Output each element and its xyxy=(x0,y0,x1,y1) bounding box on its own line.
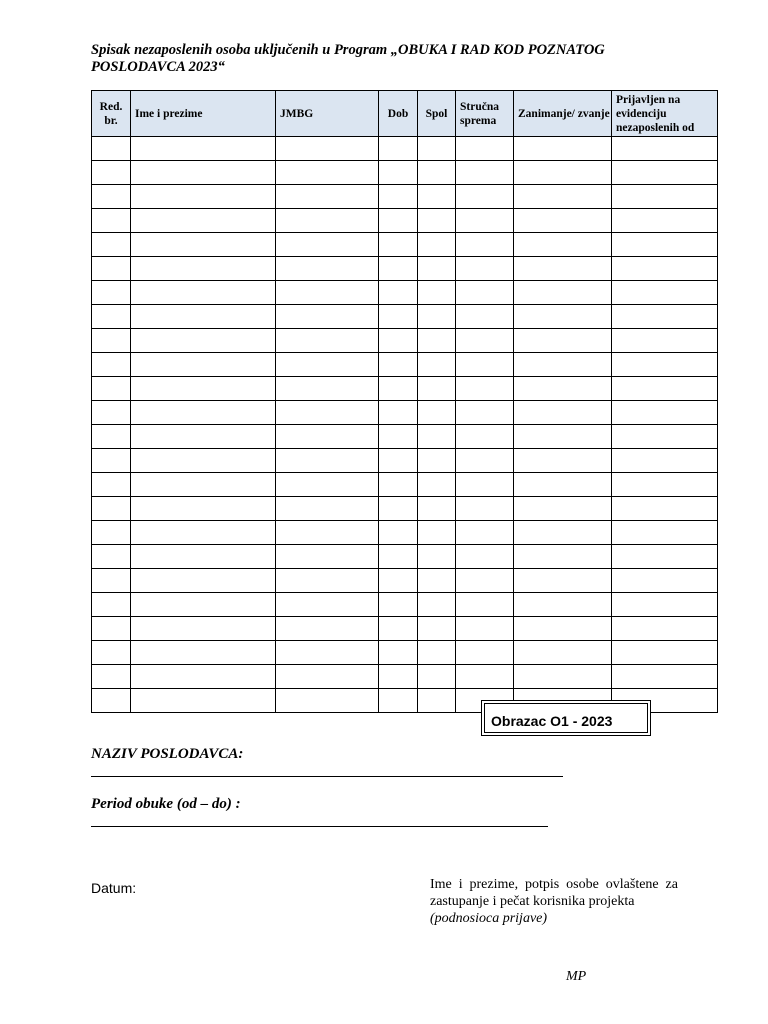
table-cell[interactable] xyxy=(276,569,379,593)
table-cell[interactable] xyxy=(514,377,612,401)
table-cell[interactable] xyxy=(92,641,131,665)
table-cell[interactable] xyxy=(276,497,379,521)
table-cell[interactable] xyxy=(514,617,612,641)
col-header-red-br: Red. br. xyxy=(92,91,131,137)
table-cell[interactable] xyxy=(456,185,514,209)
table-cell[interactable] xyxy=(456,425,514,449)
table-cell[interactable] xyxy=(92,473,131,497)
table-cell[interactable] xyxy=(131,425,276,449)
table-cell[interactable] xyxy=(612,665,718,689)
table-row xyxy=(92,401,718,425)
table-cell[interactable] xyxy=(276,425,379,449)
table-cell[interactable] xyxy=(92,521,131,545)
table-cell[interactable] xyxy=(131,473,276,497)
table-cell[interactable] xyxy=(131,449,276,473)
table-cell[interactable] xyxy=(612,185,718,209)
table-cell[interactable] xyxy=(514,353,612,377)
table-cell[interactable] xyxy=(514,305,612,329)
table-cell[interactable] xyxy=(92,617,131,641)
col-header-jmbg: JMBG xyxy=(276,91,379,137)
table-cell[interactable] xyxy=(92,593,131,617)
table-cell[interactable] xyxy=(276,617,379,641)
participants-table xyxy=(91,90,718,713)
table-cell[interactable] xyxy=(92,545,131,569)
table-row xyxy=(92,209,718,233)
table-cell[interactable] xyxy=(131,497,276,521)
table-cell[interactable] xyxy=(92,689,131,713)
table-cell[interactable] xyxy=(379,209,418,233)
table-cell[interactable] xyxy=(456,305,514,329)
table-cell[interactable] xyxy=(131,545,276,569)
table-cell[interactable] xyxy=(612,569,718,593)
table-cell[interactable] xyxy=(92,401,131,425)
table-cell[interactable] xyxy=(612,401,718,425)
table-cell[interactable] xyxy=(379,425,418,449)
table-cell[interactable] xyxy=(131,689,276,713)
table-cell[interactable] xyxy=(514,665,612,689)
table-cell[interactable] xyxy=(379,377,418,401)
table-cell[interactable] xyxy=(379,161,418,185)
table-row xyxy=(92,521,718,545)
table-cell[interactable] xyxy=(92,665,131,689)
table-row xyxy=(92,497,718,521)
table-cell[interactable] xyxy=(418,305,456,329)
table-cell[interactable] xyxy=(456,281,514,305)
table-cell[interactable] xyxy=(92,425,131,449)
table-cell[interactable] xyxy=(612,641,718,665)
table-cell[interactable] xyxy=(131,209,276,233)
table-cell[interactable] xyxy=(418,401,456,425)
table-cell[interactable] xyxy=(379,497,418,521)
table-cell[interactable] xyxy=(276,521,379,545)
table-cell[interactable] xyxy=(276,233,379,257)
table-cell[interactable] xyxy=(456,377,514,401)
table-cell[interactable] xyxy=(514,209,612,233)
table-cell[interactable] xyxy=(456,665,514,689)
table-cell[interactable] xyxy=(456,473,514,497)
table-cell[interactable] xyxy=(92,377,131,401)
table-cell[interactable] xyxy=(514,521,612,545)
table-cell[interactable] xyxy=(612,233,718,257)
table-cell[interactable] xyxy=(612,521,718,545)
table-cell[interactable] xyxy=(131,161,276,185)
table-cell[interactable] xyxy=(418,209,456,233)
table-cell[interactable] xyxy=(514,593,612,617)
title-line-2: POSLODAVCA 2023“ xyxy=(91,59,225,75)
table-cell[interactable] xyxy=(418,689,456,713)
table-row xyxy=(92,329,718,353)
training-period-line[interactable] xyxy=(91,826,548,827)
table-cell[interactable] xyxy=(379,401,418,425)
table-cell[interactable] xyxy=(456,329,514,353)
table-cell[interactable] xyxy=(456,257,514,281)
table-body xyxy=(92,137,718,713)
table-cell[interactable] xyxy=(92,569,131,593)
table-cell[interactable] xyxy=(379,473,418,497)
table-cell[interactable] xyxy=(418,593,456,617)
table-cell[interactable] xyxy=(379,185,418,209)
employer-name-label: NAZIV POSLODAVCA: xyxy=(91,746,244,762)
table-cell[interactable] xyxy=(92,185,131,209)
table-cell[interactable] xyxy=(612,257,718,281)
table-cell[interactable] xyxy=(276,545,379,569)
table-cell[interactable] xyxy=(131,593,276,617)
table-cell[interactable] xyxy=(418,161,456,185)
table-cell[interactable] xyxy=(612,545,718,569)
document-title xyxy=(91,42,651,76)
table-cell[interactable] xyxy=(131,185,276,209)
table-cell[interactable] xyxy=(612,281,718,305)
table-cell[interactable] xyxy=(514,569,612,593)
table-cell[interactable] xyxy=(456,233,514,257)
table-cell[interactable] xyxy=(131,569,276,593)
table-cell[interactable] xyxy=(276,689,379,713)
table-cell[interactable] xyxy=(131,305,276,329)
col-header-prijavljen: Prijavljen na evidenciju nezaposlenih od xyxy=(612,91,718,137)
table-row xyxy=(92,185,718,209)
table-cell[interactable] xyxy=(514,281,612,305)
table-cell[interactable] xyxy=(418,233,456,257)
table-cell[interactable] xyxy=(456,161,514,185)
table-cell[interactable] xyxy=(418,617,456,641)
table-cell[interactable] xyxy=(418,521,456,545)
table-row xyxy=(92,449,718,473)
table-cell[interactable] xyxy=(456,569,514,593)
table-cell[interactable] xyxy=(276,377,379,401)
table-cell[interactable] xyxy=(276,329,379,353)
table-cell[interactable] xyxy=(612,137,718,161)
table-cell[interactable] xyxy=(379,617,418,641)
table-row xyxy=(92,377,718,401)
table-cell[interactable] xyxy=(276,185,379,209)
table-cell[interactable] xyxy=(131,353,276,377)
table-cell[interactable] xyxy=(456,617,514,641)
table-cell[interactable] xyxy=(92,449,131,473)
table-cell[interactable] xyxy=(456,593,514,617)
table-cell[interactable] xyxy=(379,137,418,161)
table-row xyxy=(92,665,718,689)
table-cell[interactable] xyxy=(418,569,456,593)
table-row xyxy=(92,137,718,161)
table-cell[interactable] xyxy=(92,497,131,521)
table-cell[interactable] xyxy=(379,449,418,473)
table-cell[interactable] xyxy=(456,209,514,233)
table-cell[interactable] xyxy=(92,281,131,305)
table-cell[interactable] xyxy=(612,593,718,617)
table-cell[interactable] xyxy=(131,377,276,401)
table-cell[interactable] xyxy=(379,593,418,617)
table-cell[interactable] xyxy=(276,353,379,377)
table-row xyxy=(92,641,718,665)
table-cell[interactable] xyxy=(131,281,276,305)
table-row xyxy=(92,425,718,449)
table-cell[interactable] xyxy=(131,665,276,689)
table-cell[interactable] xyxy=(379,353,418,377)
table-cell[interactable] xyxy=(276,281,379,305)
table-cell[interactable] xyxy=(612,377,718,401)
table-cell[interactable] xyxy=(418,281,456,305)
table-cell[interactable] xyxy=(92,233,131,257)
table-row xyxy=(92,233,718,257)
col-header-zanimanje: Zanimanje/ zvanje xyxy=(514,91,612,137)
table-cell[interactable] xyxy=(276,257,379,281)
table-cell[interactable] xyxy=(131,617,276,641)
training-period-label: Period obuke (od – do) : xyxy=(91,796,241,812)
table-cell[interactable] xyxy=(131,329,276,353)
date-label: Datum: xyxy=(91,880,137,896)
table-cell[interactable] xyxy=(92,305,131,329)
table-cell[interactable] xyxy=(418,473,456,497)
signature-text: Ime i prezime, potpis osobe ovlaštene za zastupanje i pečat korisnika projekta xyxy=(430,877,678,909)
table-cell[interactable] xyxy=(418,665,456,689)
table-row xyxy=(92,353,718,377)
table-cell[interactable] xyxy=(514,161,612,185)
table-cell[interactable] xyxy=(514,185,612,209)
table-row xyxy=(92,281,718,305)
table-cell[interactable] xyxy=(379,281,418,305)
table-cell[interactable] xyxy=(379,233,418,257)
table-cell[interactable] xyxy=(612,305,718,329)
signature-block xyxy=(430,876,678,927)
table-cell[interactable] xyxy=(418,449,456,473)
table-row xyxy=(92,593,718,617)
table-cell[interactable] xyxy=(514,401,612,425)
form-code-box xyxy=(481,700,651,736)
table-cell[interactable] xyxy=(418,641,456,665)
table-cell[interactable] xyxy=(612,353,718,377)
table-cell[interactable] xyxy=(456,449,514,473)
table-cell[interactable] xyxy=(379,569,418,593)
table-row xyxy=(92,545,718,569)
table-cell[interactable] xyxy=(276,401,379,425)
table-cell[interactable] xyxy=(379,521,418,545)
table-cell[interactable] xyxy=(456,401,514,425)
table-cell[interactable] xyxy=(514,497,612,521)
table-cell[interactable] xyxy=(276,641,379,665)
table-cell[interactable] xyxy=(514,545,612,569)
table-cell[interactable] xyxy=(379,545,418,569)
table-cell[interactable] xyxy=(276,593,379,617)
table-cell[interactable] xyxy=(92,353,131,377)
col-header-dob: Dob xyxy=(379,91,418,137)
table-cell[interactable] xyxy=(131,401,276,425)
table-cell[interactable] xyxy=(92,209,131,233)
table-cell[interactable] xyxy=(456,545,514,569)
title-line-1: Spisak nezaposlenih osoba uključenih u Program „OBUKA I RAD KOD POZNATOG xyxy=(91,42,605,58)
table-cell[interactable] xyxy=(514,233,612,257)
table-cell[interactable] xyxy=(418,137,456,161)
table-cell[interactable] xyxy=(514,449,612,473)
table-cell[interactable] xyxy=(379,665,418,689)
table-row xyxy=(92,257,718,281)
table-cell[interactable] xyxy=(456,521,514,545)
table-cell[interactable] xyxy=(379,305,418,329)
table-cell[interactable] xyxy=(131,257,276,281)
table-cell[interactable] xyxy=(612,473,718,497)
table-cell[interactable] xyxy=(514,473,612,497)
table-cell[interactable] xyxy=(276,665,379,689)
table-row xyxy=(92,617,718,641)
table-cell[interactable] xyxy=(418,329,456,353)
table-cell[interactable] xyxy=(276,209,379,233)
table-cell[interactable] xyxy=(276,305,379,329)
table-cell[interactable] xyxy=(514,641,612,665)
table-cell[interactable] xyxy=(131,137,276,161)
table-cell[interactable] xyxy=(612,209,718,233)
table-cell[interactable] xyxy=(131,233,276,257)
table-cell[interactable] xyxy=(276,449,379,473)
table-cell[interactable] xyxy=(612,449,718,473)
table-cell[interactable] xyxy=(456,353,514,377)
table-cell[interactable] xyxy=(418,185,456,209)
table-cell[interactable] xyxy=(276,161,379,185)
col-header-spol: Spol xyxy=(418,91,456,137)
employer-name-line[interactable] xyxy=(91,776,563,777)
table-row xyxy=(92,161,718,185)
col-header-strucna-sprema: Stručna sprema xyxy=(456,91,514,137)
table-cell[interactable] xyxy=(514,257,612,281)
table-cell[interactable] xyxy=(612,425,718,449)
table-cell[interactable] xyxy=(131,641,276,665)
table-cell[interactable] xyxy=(276,137,379,161)
col-header-ime-prezime: Ime i prezime xyxy=(131,91,276,137)
table-cell[interactable] xyxy=(456,641,514,665)
table-cell[interactable] xyxy=(418,497,456,521)
table-cell[interactable] xyxy=(92,329,131,353)
table-cell[interactable] xyxy=(131,521,276,545)
table-cell[interactable] xyxy=(418,545,456,569)
signature-note: (podnosioca prijave) xyxy=(430,911,548,926)
table-cell[interactable] xyxy=(92,257,131,281)
table-cell[interactable] xyxy=(92,137,131,161)
table-cell[interactable] xyxy=(379,641,418,665)
table-cell[interactable] xyxy=(514,425,612,449)
table-cell[interactable] xyxy=(456,497,514,521)
table-cell[interactable] xyxy=(92,161,131,185)
table-cell[interactable] xyxy=(612,161,718,185)
table-cell[interactable] xyxy=(418,425,456,449)
form-code: Obrazac O1 - 2023 xyxy=(484,703,648,733)
table-cell[interactable] xyxy=(418,257,456,281)
table-cell[interactable] xyxy=(379,329,418,353)
table-row xyxy=(92,473,718,497)
stamp-mark: MP xyxy=(566,969,587,984)
table-cell[interactable] xyxy=(379,689,418,713)
table-cell[interactable] xyxy=(418,353,456,377)
table-row xyxy=(92,569,718,593)
table-row xyxy=(92,305,718,329)
table-cell[interactable] xyxy=(456,137,514,161)
table-cell[interactable] xyxy=(612,497,718,521)
table-cell[interactable] xyxy=(514,137,612,161)
table-cell[interactable] xyxy=(418,377,456,401)
table-header-row xyxy=(92,91,718,137)
table-cell[interactable] xyxy=(379,257,418,281)
table-cell[interactable] xyxy=(276,473,379,497)
table-cell[interactable] xyxy=(612,329,718,353)
table-cell[interactable] xyxy=(612,617,718,641)
table-cell[interactable] xyxy=(514,329,612,353)
